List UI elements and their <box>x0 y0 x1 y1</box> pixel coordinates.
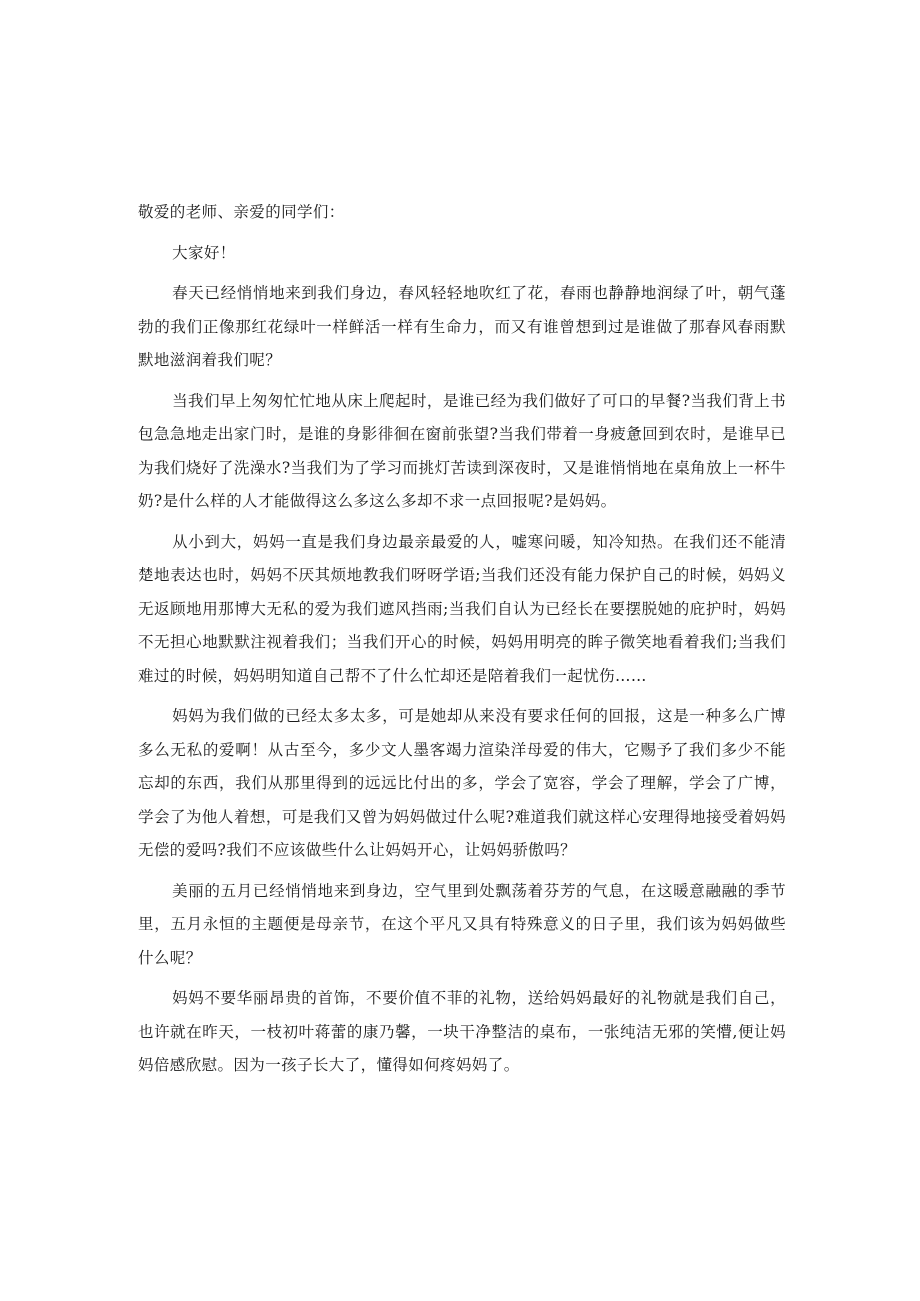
salutation: 敬爱的老师、亲爱的同学们： <box>138 203 345 221</box>
paragraph-growing-up: 从小到大，妈妈一直是我们身边最亲最爱的人，嘘寒问暖，知冷知热。在我们还不能清楚地表达也时，妈妈不厌其烦地教我们呀呀学语;当我们还没有能力保护自己的时候，妈妈义无返顾地用那博大无私的爱为我们遮风挡雨;当我们自认为已经长在要摆脱她的庇护时，妈妈不无担心地默默注视着我们；当我们开心的时候，妈妈用明亮的眸子微笑地看着我们;当我们难过的时候，妈妈明知道自己帮不了什么忙却还是陪着我们一起忧伤…… <box>138 532 786 685</box>
paragraph-may: 美丽的五月已经悄悄地来到身边，空气里到处飘荡着芬芳的气息，在这暖意融融的季节里，五月永恒的主题便是母亲节，在这个平凡又具有特殊意义的日子里，我们该为妈妈做些什么呢？ <box>138 881 786 967</box>
paragraph-mothers-love: 妈妈为我们做的已经太多太多，可是她却从来没有要求任何的回报，这是一种多么广博多么无私的爱啊！从古至今，多少文人墨客竭力渲染洋母爱的伟大，它赐予了我们多少不能忘却的东西，我们从那里得到的远远比付出的多，学会了宽容，学会了理解，学会了广博，学会了为他人着想，可是我们又曾为妈妈做过什么呢?难道我们就这样心安理得地接受着妈妈无偿的爱吗?我们不应该做些什么让妈妈开心，让妈妈骄傲吗？ <box>138 707 786 859</box>
greeting: 大家好！ <box>172 243 236 262</box>
paragraph-who-cares: 当我们早上匆匆忙忙地从床上爬起时，是谁已经为我们做好了可口的早餐?当我们背上书包急急地走出家门时，是谁的身影徘徊在窗前张望?当我们带着一身疲惫回到农时，是谁早已为我们烧好了洗澡水?当我们为了学习而挑灯苦读到深夜时，又是谁悄悄地在桌角放上一杯牛奶?是什么样的人才能做得这么多这么多却不求一点回报呢?是妈妈。 <box>138 391 786 510</box>
paragraph-spring: 春天已经悄悄地来到我们身边，春风轻轻地吹红了花，春雨也静静地润绿了叶，朝气蓬勃的我们正像那红花绿叶一样鲜活一样有生命力，而又有谁曾想到过是谁做了那春风春雨默默地滋润着我们呢？ <box>138 284 786 369</box>
speech-body <box>138 196 786 1090</box>
paragraph-gift: 妈妈不要华丽昂贵的首饰，不要价值不菲的礼物，送给妈妈最好的礼物就是我们自己，也许就在昨天，一枝初叶蒋蕾的康乃馨，一块干净整洁的桌布，一张纯洁无邪的笑懵,便让妈妈倍感欣慰。因为一孩子长大了，懂得如何疼妈妈了。 <box>138 989 786 1074</box>
